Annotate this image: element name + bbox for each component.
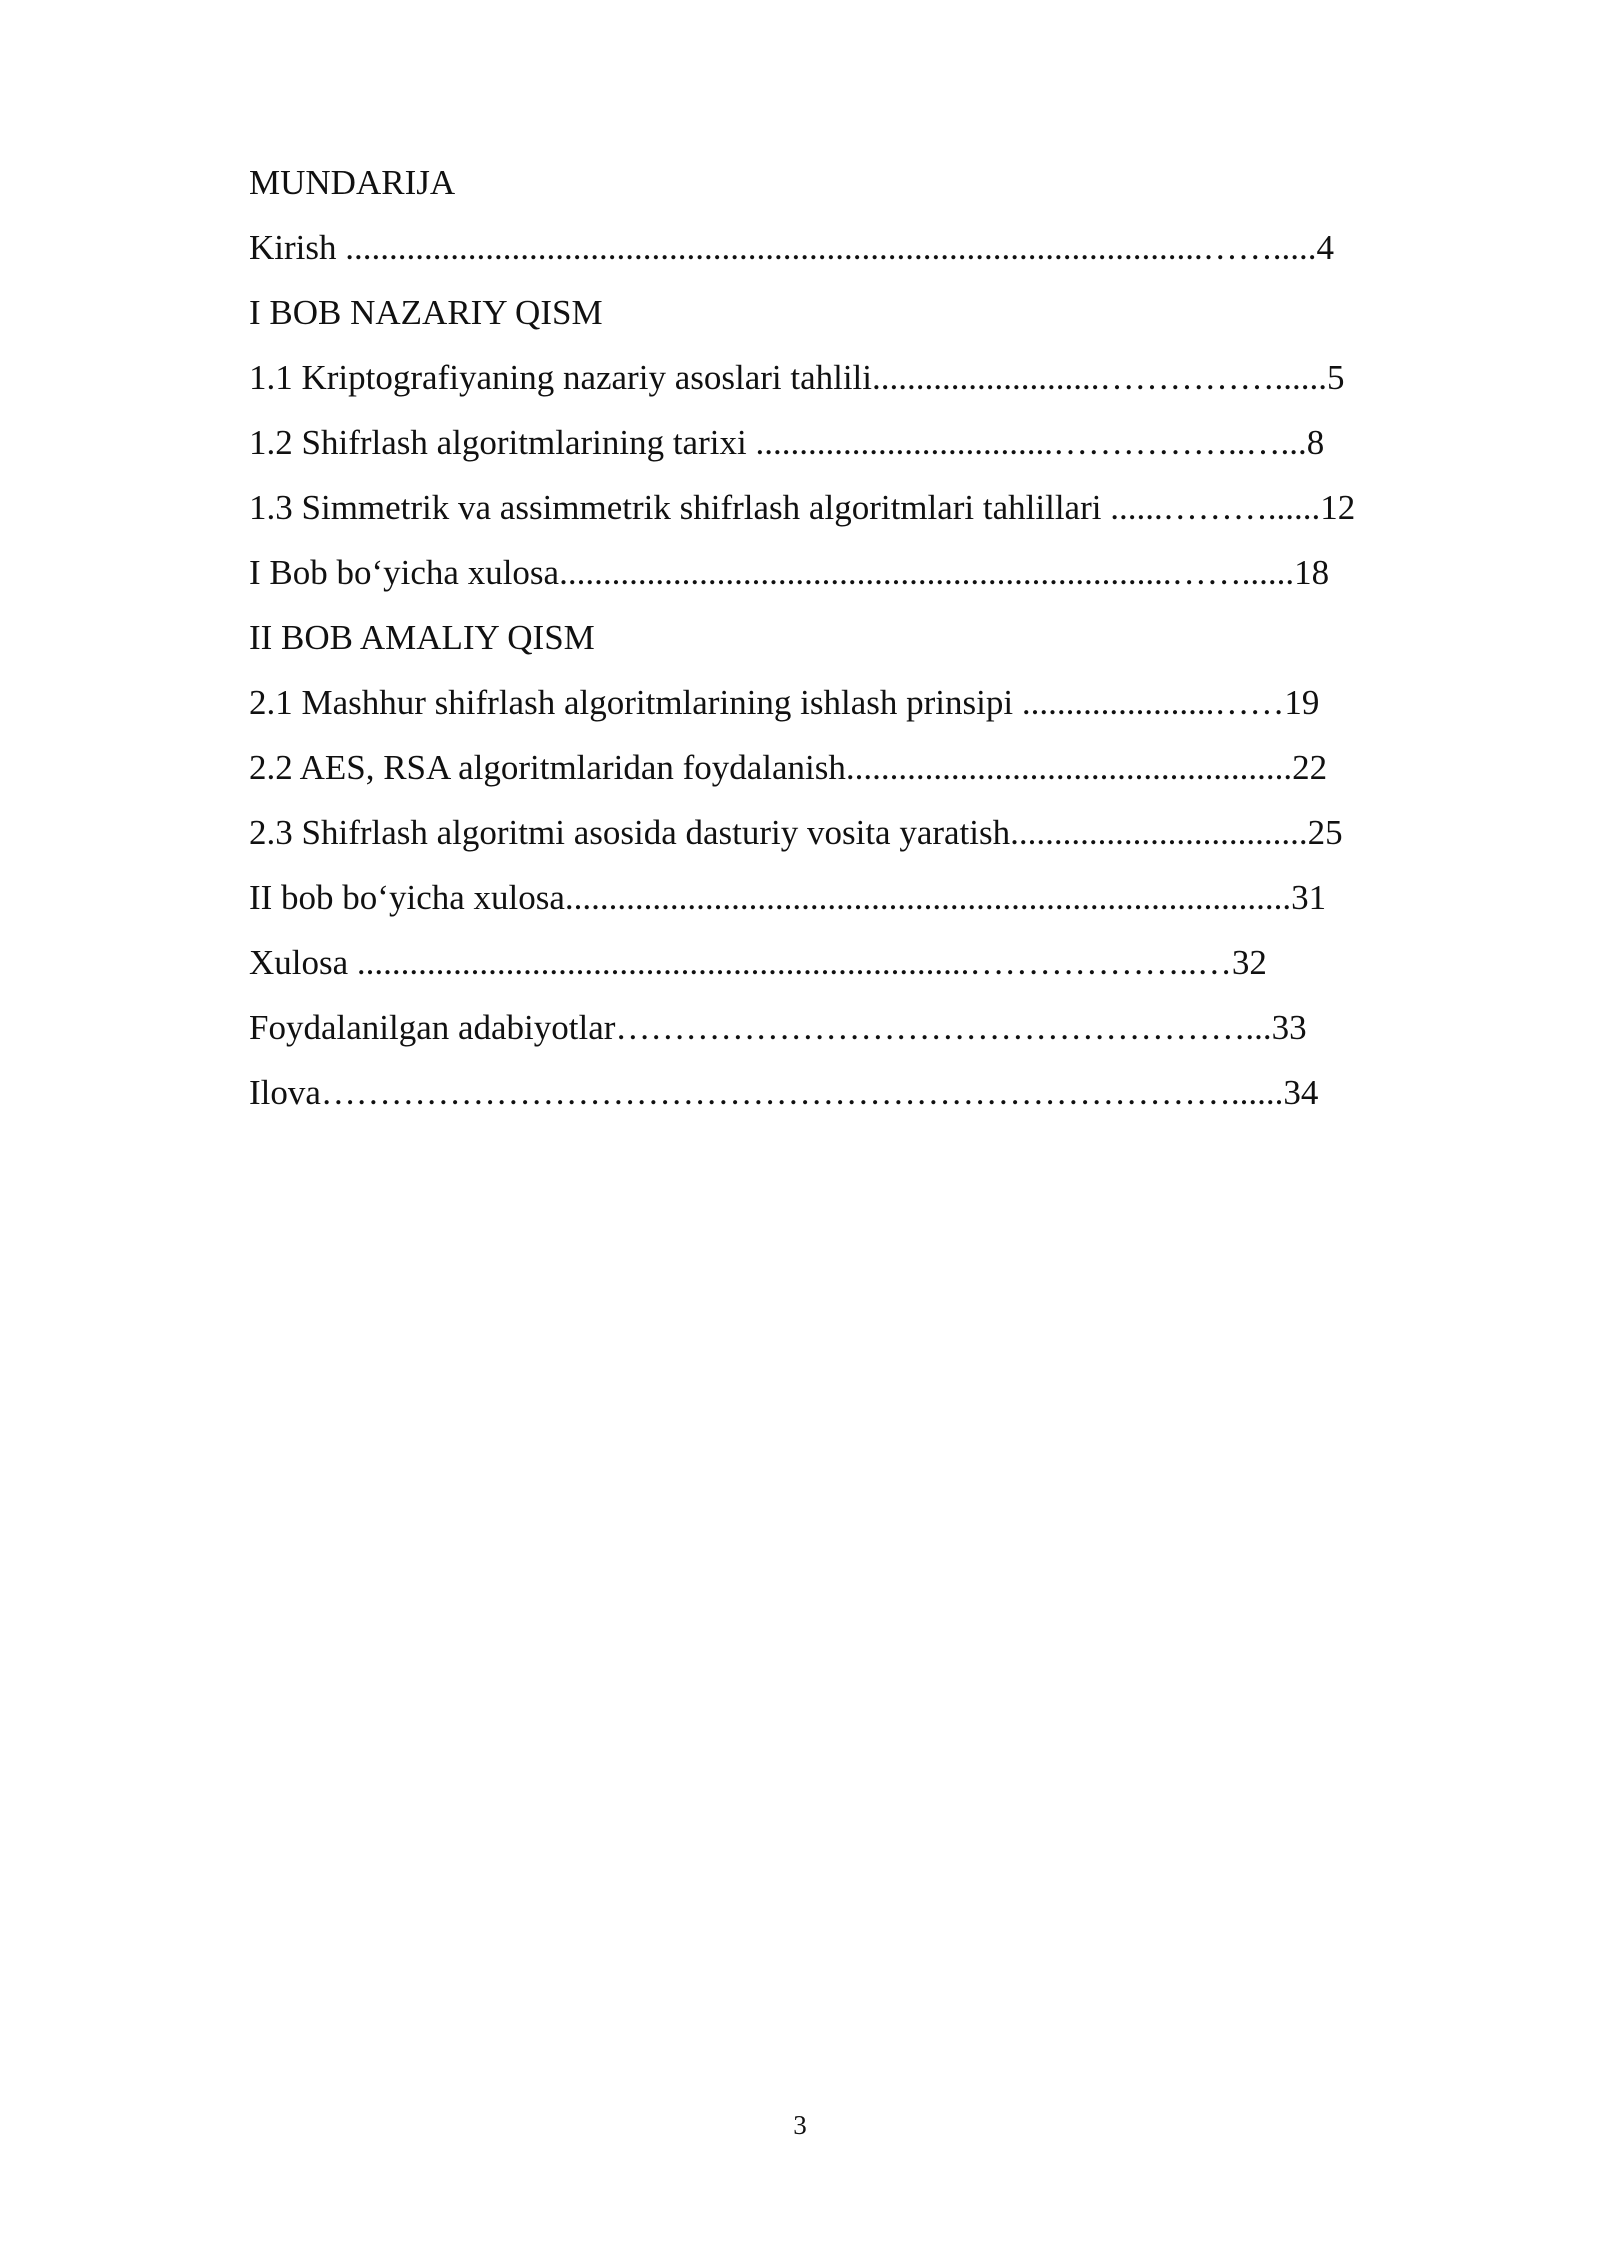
toc-entry-appendix: Ilova……………………………………………………………………......34 (249, 1073, 1319, 1112)
toc-chapter-1-heading: I BOB NAZARIY QISM (249, 293, 603, 332)
toc-entry-chapter-1-conclusion: I Bob bo‘yicha xulosa......................................................................……......18 (249, 553, 1330, 592)
toc-entry-2-3: 2.3 Shifrlash algoritmi asosida dasturiy vosita yaratish..................................25 (249, 813, 1343, 852)
toc-entry-references: Foydalanilgan adabiyotlar………………………………………………...33 (249, 1008, 1307, 1047)
toc-chapter-2-heading: II BOB AMALIY QISM (249, 618, 595, 657)
toc-entry-chapter-2-conclusion: II bob bo‘yicha xulosa...................................................................................31 (249, 878, 1327, 917)
toc-entry-1-3: 1.3 Simmetrik va assimmetrik shifrlash algoritmlari tahlillari ......………......12 (249, 488, 1356, 527)
toc-entry-xulosa: Xulosa ......................................................................………………..…32 (249, 943, 1267, 982)
toc-entry-2-1: 2.1 Mashhur shifrlash algoritmlarining ishlash prinsipi ......................……19 (249, 683, 1320, 722)
table-of-contents (249, 150, 1429, 1125)
page-number: 3 (793, 2110, 807, 2140)
toc-entry-1-1: 1.1 Kriptografiyaning nazariy asoslari tahlili..........................……………......5 (249, 358, 1345, 397)
toc-entry-kirish: Kirish ..................................................................................................…….....4 (249, 228, 1334, 267)
toc-entry-2-2: 2.2 AES, RSA algoritmlaridan foydalanish...................................................22 (249, 748, 1328, 787)
toc-title: MUNDARIJA (249, 163, 456, 202)
toc-entry-1-2: 1.2 Shifrlash algoritmlarining tarixi ..................................……………..…...8 (249, 423, 1325, 462)
